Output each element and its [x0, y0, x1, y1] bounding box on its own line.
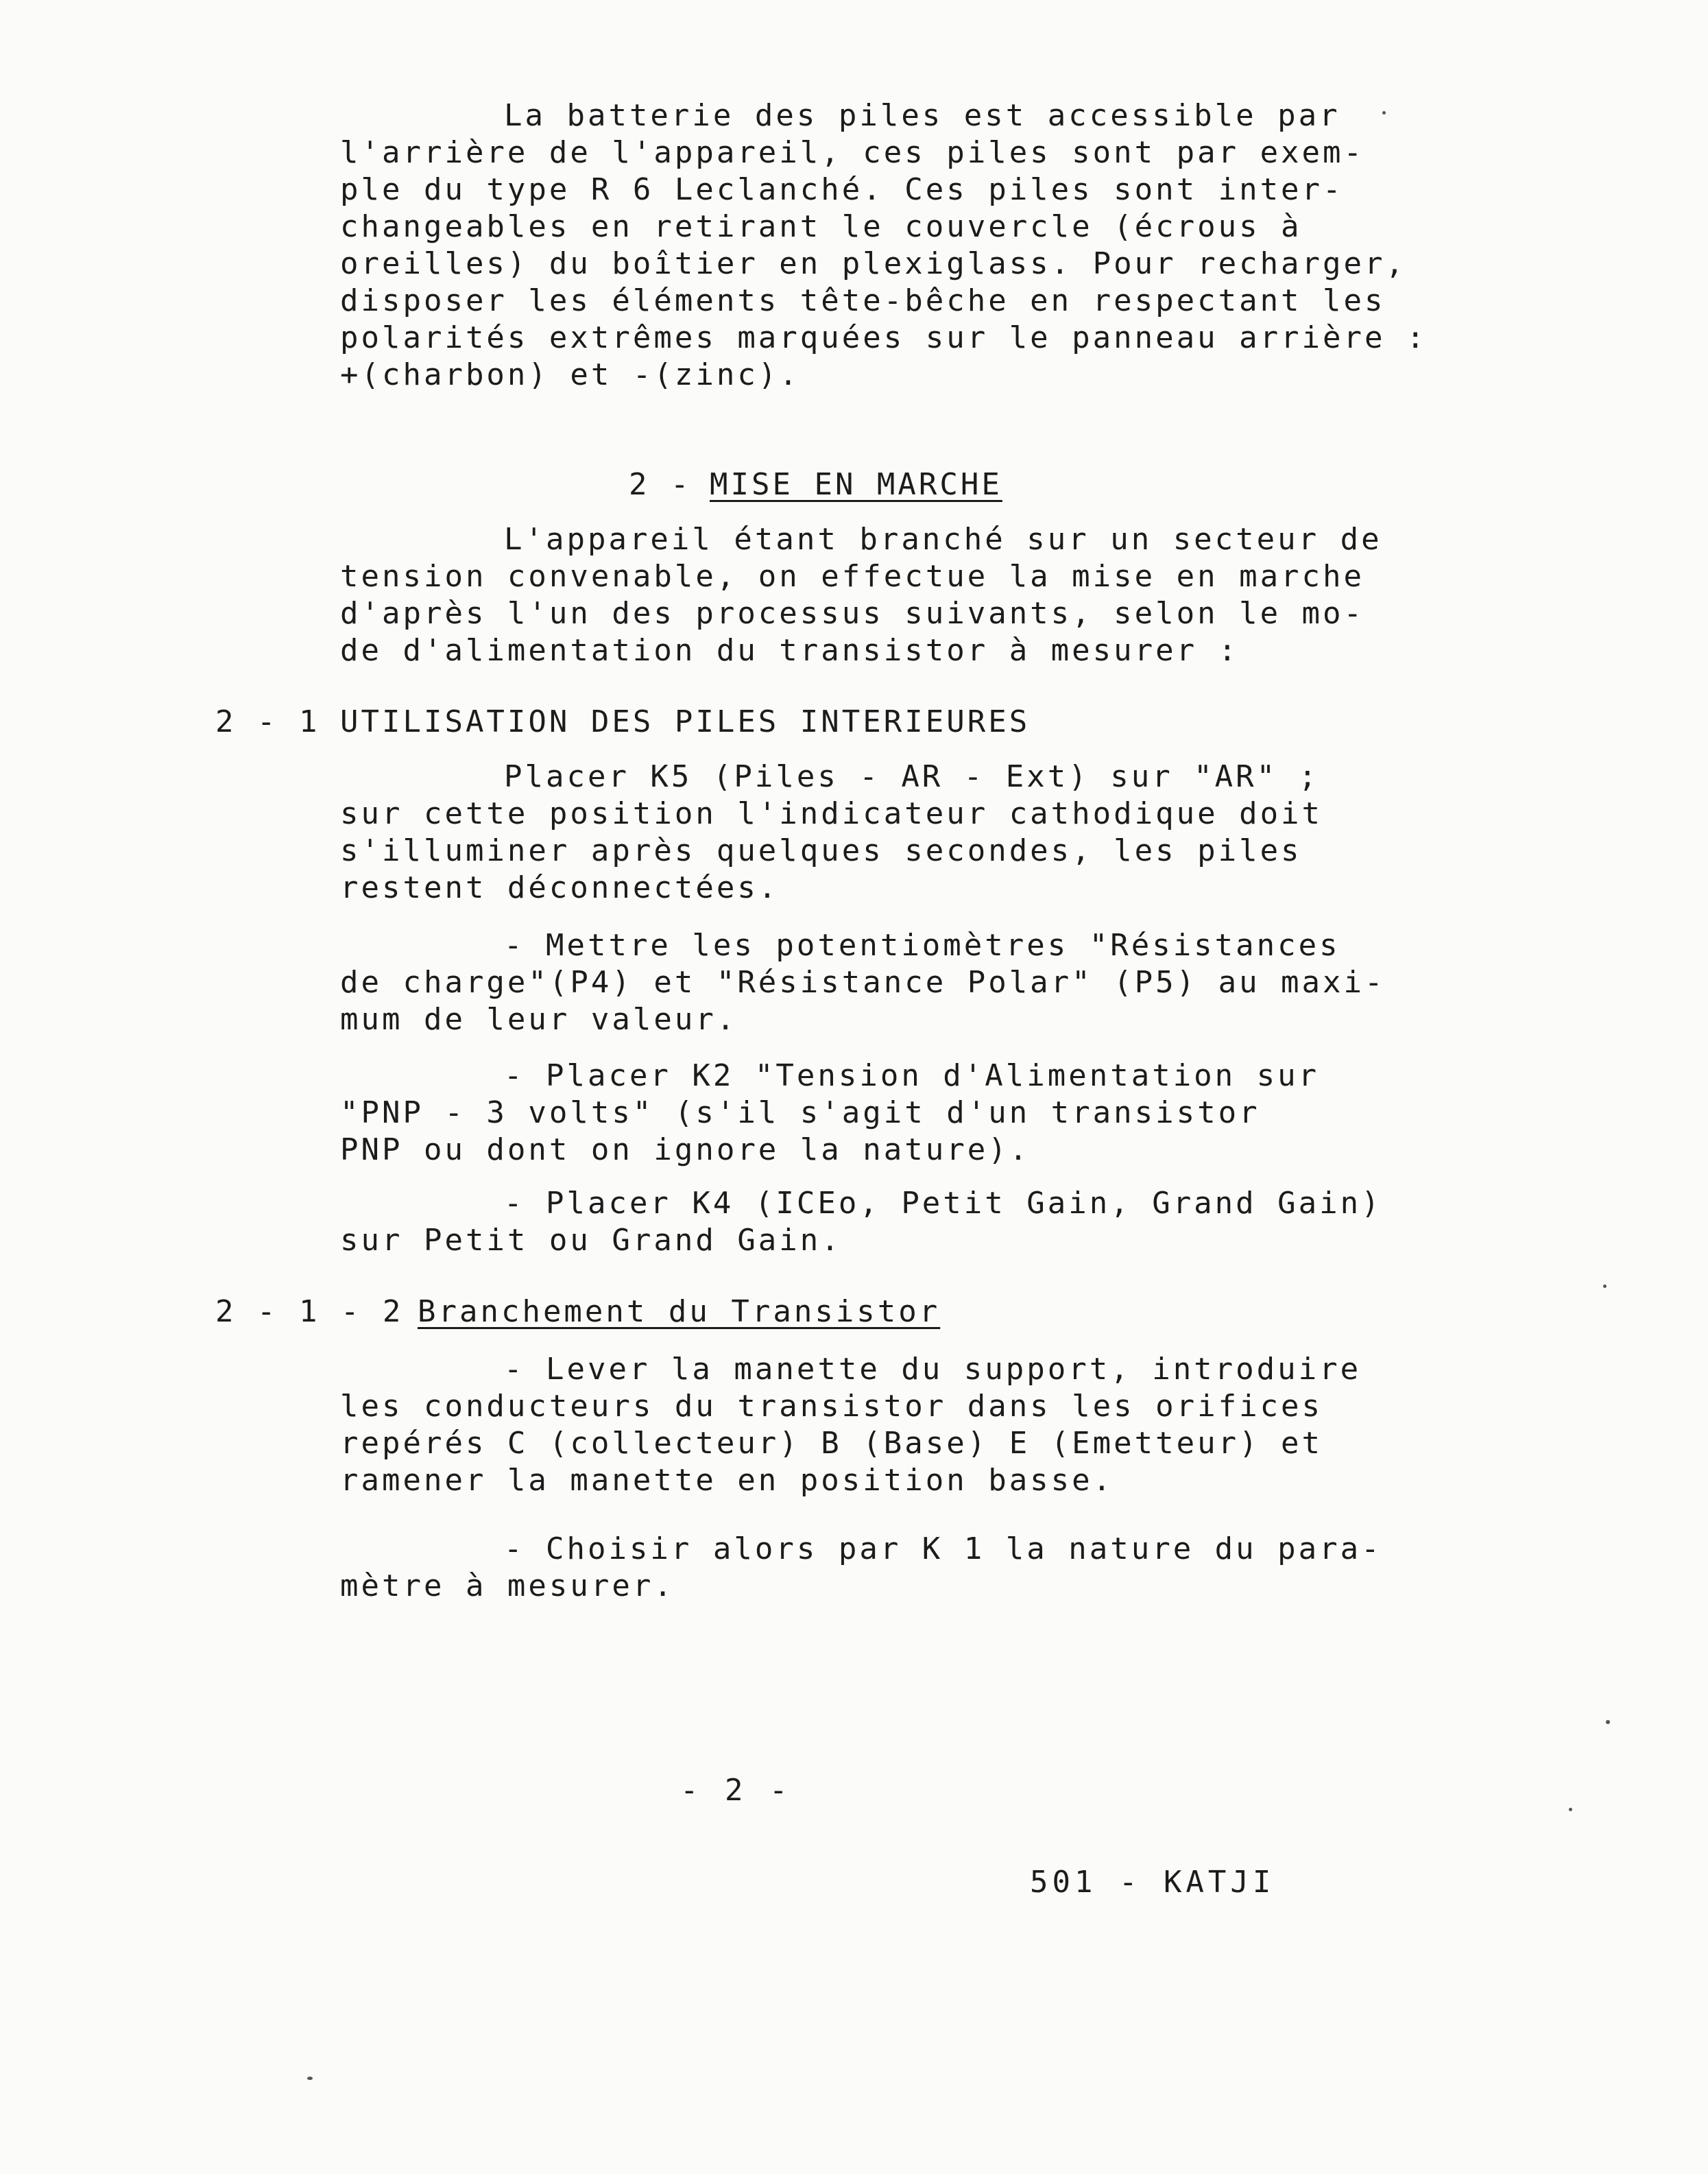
- text-line: "PNP - 3 volts" (s'il s'agit d'un transistor: [340, 1095, 1260, 1130]
- scan-speck: [307, 2077, 313, 2080]
- text-line: l'arrière de l'appareil, ces piles sont par exem-: [340, 135, 1365, 170]
- text-line: - Mettre les potentiomètres "Résistances: [504, 928, 1340, 963]
- scan-speck: [1382, 111, 1386, 115]
- text-line: de charge"(P4) et "Résistance Polar" (P5) au maxi-: [340, 965, 1386, 1000]
- section-title: MISE EN MARCHE: [710, 467, 1002, 502]
- text-line: disposer les éléments tête-bêche en respectant les: [340, 283, 1386, 318]
- text-line: mum de leur valeur.: [340, 1002, 738, 1037]
- scan-speck: [1606, 1720, 1610, 1724]
- text-line: restent déconnectées.: [340, 870, 780, 905]
- page-number: - 2 -: [680, 1773, 792, 1808]
- section-number: 2 -: [629, 467, 692, 502]
- text-line: - Choisir alors par K 1 la nature du para-: [504, 1531, 1382, 1566]
- subsection-number: 2 - 1 - 2: [215, 1294, 404, 1329]
- text-line: - Lever la manette du support, introduire: [504, 1352, 1362, 1387]
- scan-speck: [1569, 1808, 1572, 1811]
- text-line: ramener la manette en position basse.: [340, 1463, 1114, 1498]
- text-line: s'illuminer après quelques secondes, les piles: [340, 833, 1302, 868]
- text-line: - Placer K4 (ICEo, Petit Gain, Grand Gain): [504, 1186, 1382, 1221]
- text-line: les conducteurs du transistor dans les orifices: [340, 1389, 1323, 1424]
- text-line: oreilles) du boîtier en plexiglass. Pour recharger,: [340, 246, 1407, 281]
- text-line: La batterie des piles est accessible par: [504, 98, 1340, 133]
- text-line: tension convenable, on effectue la mise en marche: [340, 559, 1365, 594]
- scan-speck: [1603, 1285, 1607, 1288]
- text-line: L'appareil étant branché sur un secteur de: [504, 522, 1382, 557]
- text-line: - Placer K2 "Tension d'Alimentation sur: [504, 1058, 1320, 1093]
- text-line: ple du type R 6 Leclanché. Ces piles sont inter-: [340, 172, 1344, 207]
- text-line: changeables en retirant le couvercle (écrous à: [340, 209, 1302, 244]
- document-reference: 501 - KATJI: [1030, 1865, 1275, 1900]
- text-line: mètre à mesurer.: [340, 1568, 675, 1603]
- text-line: PNP ou dont on ignore la nature).: [340, 1132, 1031, 1167]
- subsection-title: UTILISATION DES PILES INTERIEURES: [340, 704, 1031, 739]
- text-line: repérés C (collecteur) B (Base) E (Emetteur) et: [340, 1426, 1323, 1461]
- text-line: d'après l'un des processus suivants, selon le mo-: [340, 596, 1365, 631]
- text-line: +(charbon) et -(zinc).: [340, 357, 800, 392]
- text-line: sur Petit ou Grand Gain.: [340, 1223, 842, 1258]
- subsection-number: 2 - 1: [215, 704, 320, 739]
- text-line: Placer K5 (Piles - AR - Ext) sur "AR" ;: [504, 759, 1320, 794]
- text-line: polarités extrêmes marquées sur le panneau arrière :: [340, 320, 1428, 355]
- text-line: sur cette position l'indicateur cathodique doit: [340, 796, 1323, 831]
- text-line: de d'alimentation du transistor à mesurer :: [340, 633, 1240, 668]
- subsection-title: Branchement du Transistor: [418, 1294, 941, 1329]
